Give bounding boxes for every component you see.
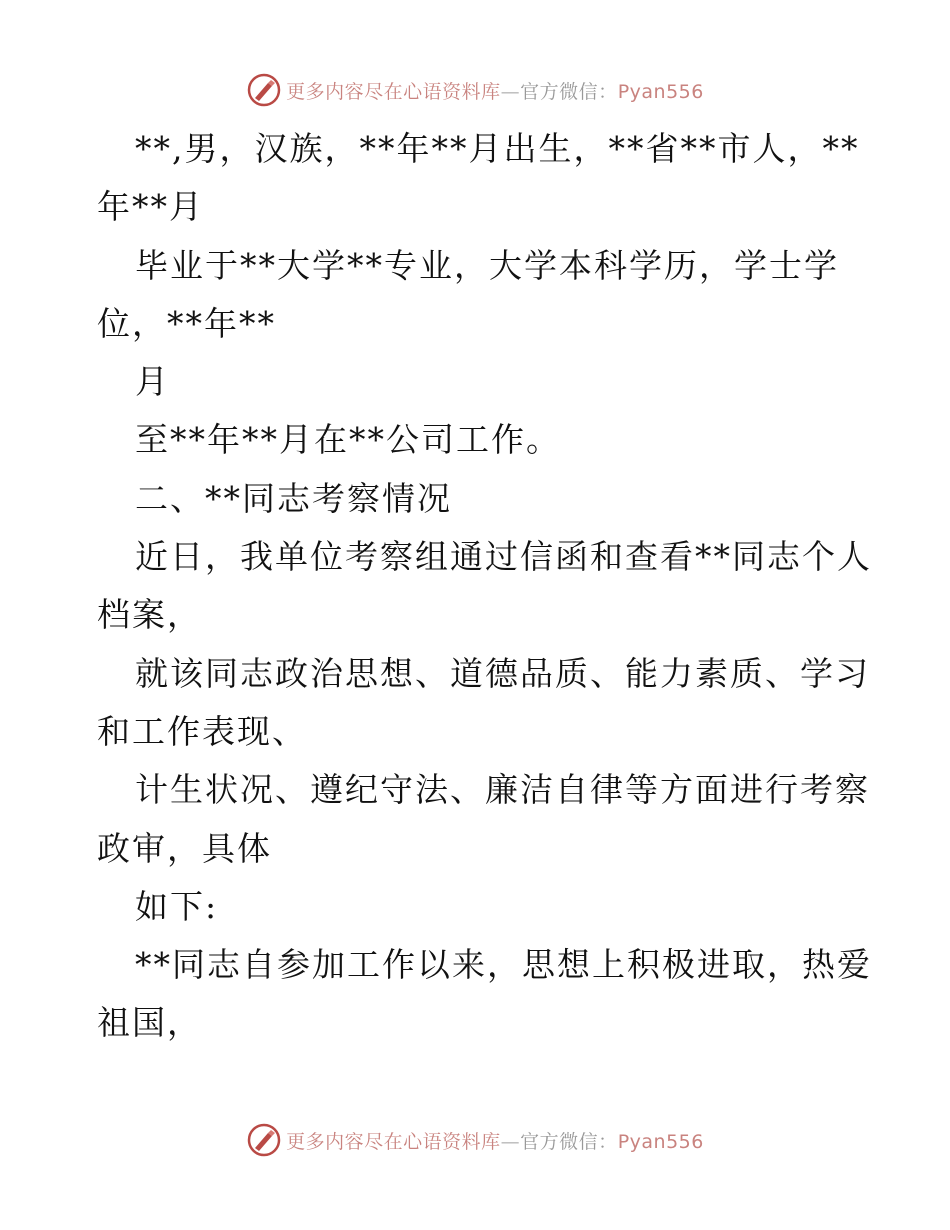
watermark-separator: — xyxy=(500,80,521,103)
pen-logo-icon xyxy=(246,1122,282,1158)
document-body xyxy=(97,120,872,1053)
text-line: **同志自参加工作以来，思想上积极进取，热爱 xyxy=(135,945,872,985)
text-line: 和工作表现、 xyxy=(97,711,307,751)
section-heading: 二、**同志考察情况 xyxy=(135,478,452,518)
watermark-id: Pyan556 xyxy=(617,80,704,103)
watermark-id: Pyan556 xyxy=(617,1130,704,1153)
watermark-main: 更多内容尽在心语资料库 xyxy=(286,80,501,103)
text-line: 就该同志政治思想、道德品质、能力素质、学习 xyxy=(135,653,870,693)
watermark-subtitle: 官方微信： xyxy=(520,80,618,103)
pen-logo-icon xyxy=(246,72,282,108)
text-line: 祖国， xyxy=(97,1003,202,1043)
text-line: 计生状况、遵纪守法、廉洁自律等方面进行考察 xyxy=(135,770,870,810)
text-line: 毕业于**大学**专业，大学本科学历，学士学 xyxy=(135,245,839,285)
text-line: 政审，具体 xyxy=(97,828,272,868)
text-line: 如下: xyxy=(135,886,219,926)
text-line: 年**月 xyxy=(97,187,204,227)
watermark-text xyxy=(286,1127,704,1154)
text-line: 档案， xyxy=(97,595,202,635)
text-line: 月 xyxy=(135,362,170,402)
watermark-separator: — xyxy=(500,1130,521,1153)
footer-watermark xyxy=(0,1120,950,1160)
text-line: 近日，我单位考察组通过信函和查看**同志个人 xyxy=(135,537,872,577)
watermark-text xyxy=(286,77,704,104)
header-watermark xyxy=(0,70,950,110)
watermark-subtitle: 官方微信： xyxy=(520,1130,618,1153)
text-line: 位，**年** xyxy=(97,303,276,343)
text-line: **,男，汉族，**年**月出生，**省**市人，** xyxy=(135,129,860,168)
watermark-main: 更多内容尽在心语资料库 xyxy=(286,1130,501,1153)
text-line: 至**年**月在**公司工作。 xyxy=(135,420,561,460)
